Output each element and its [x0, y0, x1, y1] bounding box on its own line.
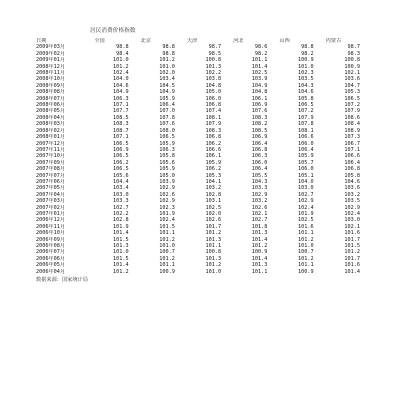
- header-date: 日期: [36, 38, 47, 44]
- row-value: 104.6: [344, 178, 360, 185]
- row-value: 107.6: [251, 108, 268, 115]
- row-value: 105.6: [112, 172, 129, 179]
- row-value: 107.1: [344, 146, 360, 153]
- row-value: 101.4: [251, 255, 268, 262]
- row-value: 107.2: [344, 102, 360, 109]
- row-value: 101.2: [159, 57, 175, 64]
- row-value: 106.1: [251, 95, 268, 102]
- row-date: 2008年11月: [36, 70, 66, 77]
- row-value: 101.6: [298, 223, 314, 230]
- row-value: 101.0: [298, 243, 314, 249]
- table-row: [36, 269, 366, 275]
- row-value: 101.0: [205, 268, 222, 275]
- row-date: 2009年03月: [36, 44, 66, 51]
- row-date: 2009年02月: [36, 50, 66, 57]
- row-value: 108.6: [344, 114, 360, 121]
- row-value: 108.1: [205, 114, 222, 121]
- row-value: 102.4: [112, 70, 129, 77]
- row-value: 108.3: [251, 114, 268, 121]
- row-value: 108.9: [344, 127, 360, 134]
- row-date: 2006年10月: [36, 230, 66, 237]
- row-value: 106.7: [344, 140, 360, 147]
- row-value: 101.3: [205, 255, 222, 262]
- row-value: 106.5: [159, 134, 175, 141]
- row-value: 108.5: [251, 127, 268, 134]
- row-date: 2008年04月: [36, 114, 66, 121]
- row-value: 101.2: [159, 236, 175, 243]
- row-value: 106.8: [205, 102, 222, 109]
- row-value: 101.2: [112, 268, 129, 275]
- row-value: 101.1: [205, 243, 222, 249]
- row-value: 101.7: [344, 236, 360, 243]
- row-value: 103.6: [344, 185, 360, 192]
- row-value: 102.5: [298, 217, 314, 224]
- row-value: 108.3: [205, 127, 222, 134]
- row-date: 2008年03月: [36, 121, 66, 128]
- row-value: 100.9: [344, 63, 360, 70]
- row-value: 108.0: [159, 127, 175, 134]
- row-value: 106.6: [344, 153, 360, 160]
- row-value: 107.6: [159, 121, 175, 128]
- row-date: 2007年10月: [36, 153, 66, 160]
- row-value: 101.1: [251, 57, 268, 64]
- row-value: 108.7: [112, 127, 129, 134]
- row-value: 107.9: [298, 114, 314, 121]
- row-value: 102.6: [251, 204, 268, 211]
- header-col: 河北: [233, 38, 244, 44]
- row-date: 2006年07月: [36, 249, 66, 256]
- row-value: 105.9: [205, 159, 222, 166]
- row-date: 2008年12月: [36, 63, 66, 70]
- row-value: 102.2: [205, 70, 222, 77]
- row-value: 101.7: [344, 255, 360, 262]
- row-date: 2008年02月: [36, 127, 66, 134]
- row-date: 2007年04月: [36, 191, 66, 198]
- row-date: 2007年12月: [36, 140, 66, 147]
- row-date: 2008年07月: [36, 95, 66, 102]
- row-date: 2007年02月: [36, 204, 66, 211]
- table-title: 居民消费价格指数: [90, 28, 136, 34]
- row-value: 106.5: [112, 153, 129, 160]
- row-value: 102.9: [298, 198, 314, 205]
- row-value: 102.1: [251, 210, 268, 217]
- row-value: 102.4: [159, 217, 175, 224]
- row-value: 107.8: [298, 121, 314, 128]
- row-value: 107.0: [159, 108, 175, 115]
- header-col: 北京: [140, 38, 151, 44]
- row-value: 108.1: [298, 127, 314, 134]
- row-value: 102.3: [159, 204, 175, 211]
- row-value: 104.9: [159, 89, 175, 96]
- row-value: 101.2: [298, 255, 314, 262]
- header-col: 山西: [279, 38, 290, 44]
- row-value: 107.7: [112, 108, 129, 115]
- row-value: 101.3: [251, 262, 268, 269]
- row-value: 104.9: [251, 82, 268, 89]
- row-value: 103.0: [344, 217, 360, 224]
- row-value: 103.2: [344, 191, 360, 198]
- row-value: 100.9: [298, 57, 314, 64]
- row-date: 2008年10月: [36, 76, 66, 83]
- row-value: 103.0: [298, 185, 314, 192]
- row-value: 104.7: [344, 82, 360, 89]
- row-value: 106.3: [159, 146, 175, 153]
- row-date: 2007年06月: [36, 178, 66, 185]
- row-value: 98.8: [116, 44, 129, 51]
- row-value: 98.8: [162, 44, 175, 51]
- row-value: 105.9: [159, 166, 175, 173]
- row-value: 101.3: [205, 63, 222, 70]
- row-value: 106.5: [112, 140, 129, 147]
- row-value: 106.2: [205, 140, 222, 147]
- row-value: 101.9: [159, 210, 175, 217]
- row-date: 2008年08月: [36, 89, 66, 96]
- row-value: 101.4: [112, 230, 129, 237]
- row-date: 2006年09月: [36, 236, 66, 243]
- row-value: 101.1: [298, 230, 314, 237]
- row-value: 105.8: [159, 153, 175, 160]
- row-value: 105.7: [298, 159, 314, 166]
- row-value: 105.9: [298, 153, 314, 160]
- row-value: 103.2: [251, 198, 268, 205]
- row-value: 101.5: [112, 236, 129, 243]
- row-date: 2008年09月: [36, 82, 66, 89]
- row-value: 103.4: [112, 185, 129, 192]
- row-value: 101.2: [251, 243, 268, 249]
- row-value: 103.5: [344, 198, 360, 205]
- row-value: 98.7: [347, 44, 360, 51]
- row-value: 103.0: [112, 191, 129, 198]
- row-value: 106.0: [251, 159, 268, 166]
- row-value: 108.3: [112, 121, 129, 128]
- row-value: 103.2: [205, 185, 222, 192]
- row-value: 103.5: [298, 76, 314, 83]
- row-value: 101.1: [298, 262, 314, 269]
- row-value: 106.8: [344, 166, 360, 173]
- row-value: 102.4: [298, 204, 314, 211]
- row-value: 106.0: [298, 166, 314, 173]
- row-value: 106.5: [344, 95, 360, 102]
- row-value: 98.3: [347, 50, 360, 57]
- row-value: 102.5: [205, 204, 222, 211]
- row-value: 106.6: [205, 146, 222, 153]
- row-value: 106.8: [205, 134, 222, 141]
- row-value: 102.0: [205, 210, 222, 217]
- row-value: 107.1: [112, 102, 129, 109]
- row-date: 2006年04月: [36, 268, 66, 275]
- row-value: 102.6: [159, 191, 175, 198]
- row-value: 98.8: [301, 44, 314, 51]
- row-value: 105.9: [159, 95, 175, 102]
- row-value: 101.1: [159, 262, 175, 269]
- row-value: 106.5: [112, 166, 129, 173]
- row-value: 106.2: [205, 166, 222, 173]
- row-value: 102.6: [205, 217, 222, 224]
- row-value: 98.2: [301, 50, 314, 57]
- row-value: 101.6: [344, 262, 360, 269]
- row-value: 106.4: [159, 102, 175, 109]
- row-value: 104.6: [298, 89, 314, 96]
- row-value: 103.6: [344, 76, 360, 83]
- row-date: 2006年11月: [36, 223, 66, 230]
- row-value: 105.0: [205, 89, 222, 96]
- row-value: 106.4: [344, 159, 360, 166]
- row-value: 105.9: [159, 140, 175, 147]
- row-date: 2007年07月: [36, 172, 66, 179]
- row-value: 101.9: [298, 210, 314, 217]
- row-value: 101.6: [344, 230, 360, 237]
- row-value: 101.0: [159, 243, 175, 249]
- row-value: 106.4: [251, 166, 268, 173]
- row-date: 2008年05月: [36, 108, 66, 115]
- row-value: 101.0: [298, 63, 314, 70]
- row-value: 104.1: [205, 178, 222, 185]
- row-value: 103.3: [112, 198, 129, 205]
- row-value: 101.2: [159, 255, 175, 262]
- row-value: 101.7: [205, 223, 222, 230]
- row-value: 102.5: [251, 70, 268, 77]
- row-value: 102.0: [159, 70, 175, 77]
- row-value: 107.1: [112, 134, 129, 141]
- row-value: 101.4: [251, 63, 268, 70]
- row-date: 2008年01月: [36, 134, 66, 141]
- row-value: 102.4: [344, 210, 360, 217]
- row-date: 2007年05月: [36, 185, 66, 192]
- row-value: 106.4: [251, 140, 268, 147]
- row-value: 102.2: [112, 210, 129, 217]
- row-value: 104.8: [251, 89, 268, 96]
- row-value: 101.0: [159, 63, 175, 70]
- row-date: 2007年08月: [36, 166, 66, 173]
- row-value: 100.9: [159, 268, 175, 275]
- row-value: 101.3: [112, 243, 129, 249]
- row-value: 108.2: [251, 121, 268, 128]
- row-value: 106.2: [112, 159, 129, 166]
- row-value: 101.2: [205, 262, 222, 269]
- row-value: 101.0: [112, 249, 129, 256]
- row-value: 104.5: [159, 82, 175, 89]
- row-value: 103.1: [205, 198, 222, 205]
- row-value: 105.6: [159, 159, 175, 166]
- row-value: 98.5: [208, 50, 222, 57]
- row-value: 102.9: [159, 198, 175, 205]
- row-value: 101.0: [112, 57, 129, 64]
- row-value: 107.2: [298, 108, 314, 115]
- row-value: 102.7: [298, 191, 314, 198]
- row-date: 2007年03月: [36, 198, 66, 205]
- row-value: 105.3: [205, 172, 222, 179]
- row-value: 107.4: [205, 108, 222, 115]
- row-value: 100.8: [344, 57, 360, 64]
- row-value: 106.9: [112, 146, 129, 153]
- row-value: 106.4: [298, 146, 314, 153]
- row-value: 101.1: [159, 230, 175, 237]
- row-value: 101.4: [251, 236, 268, 243]
- price-index-table: [36, 38, 366, 275]
- header-col: 天津: [186, 38, 198, 44]
- row-value: 104.3: [251, 178, 268, 185]
- row-value: 101.2: [112, 63, 129, 70]
- row-value: 106.5: [298, 102, 314, 109]
- row-value: 107.9: [205, 121, 222, 128]
- row-value: 105.1: [298, 172, 314, 179]
- row-value: 101.5: [112, 255, 129, 262]
- row-value: 104.6: [112, 82, 129, 89]
- row-value: 101.9: [112, 223, 129, 230]
- row-value: 103.3: [251, 185, 268, 192]
- row-value: 104.0: [298, 178, 314, 185]
- row-value: 106.0: [205, 95, 222, 102]
- row-value: 105.8: [344, 172, 360, 179]
- row-value: 106.9: [251, 102, 268, 109]
- row-value: 98.4: [116, 50, 129, 57]
- row-value: 102.9: [159, 185, 175, 192]
- row-value: 102.8: [112, 217, 129, 224]
- row-value: 101.1: [251, 268, 268, 275]
- row-value: 100.8: [205, 57, 222, 64]
- header-col: 内蒙古: [325, 38, 342, 44]
- row-value: 102.1: [344, 223, 360, 230]
- row-value: 100.7: [298, 249, 314, 256]
- row-value: 103.8: [205, 76, 222, 83]
- row-value: 101.3: [251, 230, 268, 237]
- row-value: 101.2: [205, 230, 222, 237]
- row-value: 101.4: [344, 268, 360, 275]
- row-date: 2007年01月: [36, 210, 66, 217]
- row-value: 105.8: [298, 95, 314, 102]
- row-value: 101.2: [344, 249, 360, 256]
- row-value: 102.8: [205, 191, 222, 198]
- row-value: 101.4: [112, 262, 129, 269]
- row-value: 106.6: [298, 134, 314, 141]
- row-value: 101.2: [298, 236, 314, 243]
- row-value: 104.9: [112, 89, 129, 96]
- row-value: 102.7: [112, 204, 129, 211]
- row-value: 102.1: [344, 70, 360, 77]
- row-value: 98.7: [208, 44, 222, 51]
- row-value: 101.3: [205, 236, 222, 243]
- row-date: 2007年11月: [36, 146, 66, 153]
- row-value: 102.9: [344, 204, 360, 211]
- row-date: 2008年06月: [36, 102, 66, 109]
- row-value: 102.3: [298, 70, 314, 77]
- row-value: 103.4: [159, 76, 175, 83]
- row-value: 102.7: [251, 217, 268, 224]
- row-value: 98.8: [162, 50, 175, 57]
- row-value: 98.6: [254, 44, 268, 51]
- header-col: 全国: [94, 38, 105, 44]
- row-value: 104.3: [298, 82, 314, 89]
- row-date: 2006年06月: [36, 255, 66, 262]
- row-value: 106.3: [112, 95, 129, 102]
- row-date: 2009年01月: [36, 57, 66, 64]
- row-value: 105.3: [344, 89, 360, 96]
- row-value: 100.8: [205, 249, 222, 256]
- row-value: 108.4: [344, 121, 360, 128]
- source-note: 数据来源：国家统计局: [36, 277, 88, 283]
- row-value: 103.9: [159, 178, 175, 185]
- row-value: 108.5: [112, 114, 129, 121]
- row-value: 103.9: [251, 76, 268, 83]
- row-value: 101.8: [251, 223, 268, 230]
- row-value: 107.3: [344, 134, 360, 141]
- row-date: 2006年12月: [36, 217, 66, 224]
- row-value: 104.0: [112, 76, 129, 83]
- row-value: 98.2: [254, 50, 268, 57]
- row-date: 2006年08月: [36, 243, 66, 249]
- row-date: 2007年09月: [36, 159, 66, 166]
- row-value: 106.3: [251, 153, 268, 160]
- row-value: 106.1: [205, 153, 222, 160]
- row-value: 101.5: [159, 223, 175, 230]
- row-value: 106.9: [251, 134, 268, 141]
- row-value: 106.8: [251, 146, 268, 153]
- row-value: 104.8: [205, 82, 222, 89]
- row-date: 2006年05月: [36, 262, 66, 269]
- row-value: 100.7: [159, 249, 175, 256]
- row-value: 100.9: [251, 249, 268, 256]
- row-value: 100.9: [298, 268, 314, 275]
- row-value: 101.5: [344, 243, 360, 249]
- row-value: 106.0: [298, 140, 314, 147]
- row-value: 105.5: [251, 172, 268, 179]
- row-value: 105.0: [159, 172, 175, 179]
- row-value: 104.4: [112, 178, 129, 185]
- row-value: 107.9: [344, 108, 360, 115]
- row-value: 107.8: [159, 114, 175, 121]
- row-value: 102.9: [251, 191, 268, 198]
